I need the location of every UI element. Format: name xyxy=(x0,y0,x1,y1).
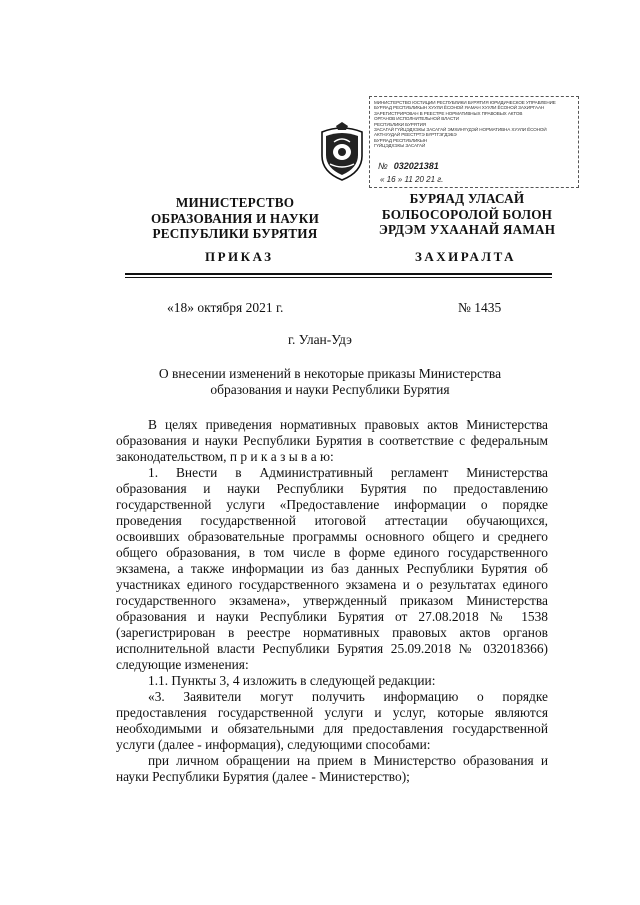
doc-type-russian: ПРИКАЗ xyxy=(205,249,274,264)
header-divider xyxy=(125,273,552,275)
body-paragraph: В целях приведения нормативных правовых актов Министерства образования и науки Республики Бурятия в соответствие с федеральным законодательством, п р и к а з ы в а ю: xyxy=(116,417,548,464)
subject-line: О внесении изменений в некоторые приказы Министерства xyxy=(158,366,502,381)
order-date: «18» октября 2021 г. xyxy=(167,300,284,315)
stamp-reg-label: № xyxy=(378,161,388,171)
org-name-line: ЭРДЭМ УХААНАЙ ЯАМАН xyxy=(378,222,556,237)
stamp-text: ГҮЙЦЭДХЭХЫ ЗАСАГАЙ xyxy=(374,143,426,149)
body-paragraph: «3. Заявители могут получить информацию о порядке предоставления государственной услуги и услуг, которые являются необходимыми и обязательными для предоставления государственной услуги (далее - информация), следующими способами: xyxy=(116,689,548,752)
stamp-text: БУРЯАД РЕСПУБЛИКЫН ХУУЛИ ЁСОНОЙ ЯАМАН ХУУЛИ ЁСОНОЙ ЗАХИРГААН xyxy=(374,105,545,111)
stamp-text: АКТНУУДАЙ РЕЕСТРТЭ БҮРТГЭГДЭБЭ xyxy=(374,132,457,138)
coat-of-arms-emblem xyxy=(316,122,368,182)
order-body xyxy=(116,417,548,785)
org-name-line: МИНИСТЕРСТВО xyxy=(175,195,295,210)
order-subject xyxy=(150,366,510,398)
order-number: № 1435 xyxy=(458,300,502,315)
stamp-registration-number xyxy=(378,161,439,171)
stamp-text: ЗАРЕГИСТРИРОВАН В РЕЕСТРЕ НОРМАТИВНЫХ ПРАВОВЫХ АКТОВ xyxy=(374,110,523,116)
stamp-text: РЕСПУБЛИКИ БУРЯТИЯ xyxy=(374,121,426,127)
order-city: г. Улан-Удэ xyxy=(288,332,352,347)
stamp-text: БУРЯАД РЕСПУБЛИКЫН xyxy=(374,137,427,143)
header-divider xyxy=(125,277,552,278)
org-name-buryat xyxy=(372,191,562,238)
body-paragraph: 1. Внести в Административный регламент Министерства образования и науки Республики Бурятия по предоставлению государственной услуги «Предоставление информации о порядке проведения государственной итоговой аттестации обучающихся, освоивших образовательные программы основного общего и среднего общего образования, в том числе в форме единого государственного экзамена, а также информации из баз данных Республики Бурятия об участниках единого государственного экзамена и о результатах единого государственного экзамена», утвержденный приказом Министерства образования и науки Республики Бурятия от 27.08.2018 № 1538 (зарегистрирован в реестре нормативных правовых актов органов исполнительной власти Республики Бурятия 25.09.2018 № 032018366) следующие изменения: xyxy=(116,465,548,672)
stamp-text: ОРГАНОВ ИСПОЛНИТЕЛЬНОЙ ВЛАСТИ xyxy=(374,116,459,122)
org-name-line: БУРЯАД УЛАСАЙ xyxy=(409,191,525,206)
doc-type-buryat: ЗАХИРАЛТА xyxy=(415,249,517,264)
subject-line: образования и науки Республики Бурятия xyxy=(210,382,450,397)
org-name-russian xyxy=(150,195,320,242)
org-name-line: РЕСПУБЛИКИ БУРЯТИЯ xyxy=(152,226,318,241)
body-paragraph: при личном обращении на прием в Министерство образования и науки Республики Бурятия (далее - Министерство); xyxy=(116,753,548,784)
stamp-text: ЗАСАГАЙ ГҮЙЦЭДХЭХЫ ЗАСАГАЙ ЭМХИНҮҮДЭЙ НОРМАТИВНА ХУУЛИ ЁСОНОЙ xyxy=(374,127,547,133)
stamp-reg-number: 032021381 xyxy=(393,161,439,171)
body-paragraph: 1.1. Пункты 3, 4 изложить в следующей редакции: xyxy=(148,673,436,688)
org-name-line: ОБРАЗОВАНИЯ И НАУКИ xyxy=(150,210,320,226)
stamp-text: МИНИСТЕРСТВО ЮСТИЦИИ РЕСПУБЛИКИ БУРЯТИЯ ЮРИДИЧЕСКОЕ УПРАВЛЕНИЕ xyxy=(374,100,556,105)
registration-stamp xyxy=(369,96,579,188)
org-name-line: БОЛБОСОРОЛОЙ БОЛОН xyxy=(381,206,553,222)
stamp-registration-date: « 16 » 11 20 21 г. xyxy=(380,175,444,184)
